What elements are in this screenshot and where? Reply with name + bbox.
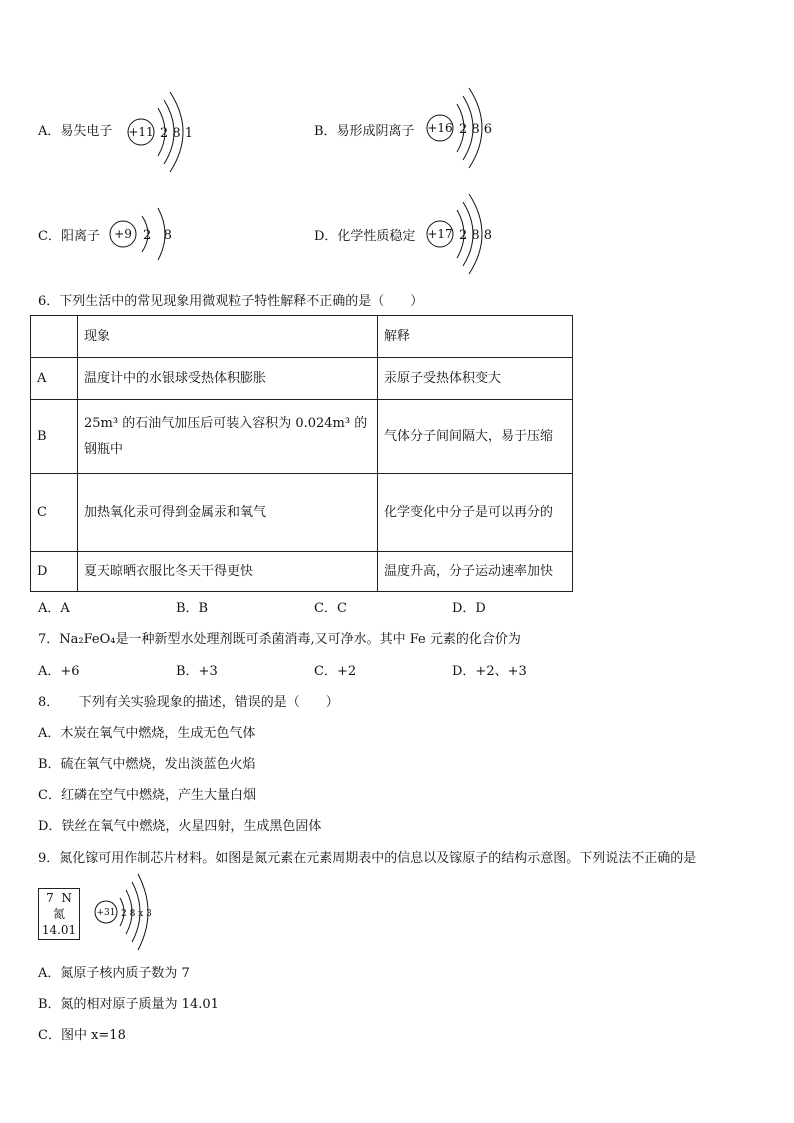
- electron-shells: 2 8 x 3: [121, 909, 152, 919]
- table-row: [31, 552, 573, 592]
- q7-option-c: C．+2: [314, 664, 357, 679]
- nucleus-charge: +17: [427, 227, 453, 241]
- q5-option-b-label: B．易形成阴离子: [314, 124, 415, 139]
- q5-option-a-label: A．易失电子: [38, 124, 113, 139]
- q9-stem: 9．氮化镓可用作制芯片材料。如图是氮元素在元素周期表中的信息以及镓原子的结构示意图。下列说法不正确的是: [38, 851, 697, 866]
- q5-option-d-label: D．化学性质稳定: [314, 229, 416, 244]
- electron-shells: 2 8: [143, 228, 172, 243]
- nucleus-charge: +31: [96, 908, 116, 918]
- q6-table: [30, 315, 573, 592]
- q7-option-a: A．+6: [38, 664, 80, 679]
- table-cell: [31, 316, 78, 358]
- table-cell: 温度升高，分子运动速率加快: [378, 552, 573, 592]
- atom-diagram-fluorine-ion: [108, 204, 178, 264]
- table-row: [31, 400, 573, 474]
- table-cell: D: [31, 552, 78, 592]
- electron-shells: 2 8 8: [459, 228, 493, 243]
- q6-option-d: D．D: [452, 601, 486, 616]
- nucleus-charge: +16: [427, 121, 453, 135]
- nucleus-charge: +9: [114, 227, 132, 241]
- q6-stem: 6．下列生活中的常见现象用微观粒子特性解释不正确的是（ ）: [38, 294, 424, 309]
- table-header-explanation: 解释: [378, 316, 573, 358]
- electron-shells: 2 8 6: [459, 122, 493, 137]
- table-cell: 汞原子受热体积变大: [378, 358, 573, 400]
- periodic-table-cell-nitrogen: [38, 888, 80, 940]
- element-mass: 14.01: [41, 923, 77, 937]
- table-cell: B: [31, 400, 78, 474]
- table-cell: 气体分子间间隔大，易于压缩: [378, 400, 573, 474]
- element-name: 氮: [52, 907, 65, 921]
- atom-diagram-sodium: [126, 86, 206, 178]
- table-cell: C: [31, 474, 78, 552]
- q9-option-a: A．氮原子核内质子数为 7: [38, 966, 190, 981]
- table-cell: 夏天晾晒衣服比冬天干得更快: [78, 552, 378, 592]
- table-cell: 化学变化中分子是可以再分的: [378, 474, 573, 552]
- q7-option-d: D．+2、+3: [452, 664, 527, 679]
- electron-shells: 2 8 1: [160, 126, 194, 141]
- table-header-phenomenon: 现象: [78, 316, 378, 358]
- q7-stem: 7．Na₂FeO₄是一种新型水处理剂既可杀菌消毒,又可净水。其中 Fe 元素的化合价为: [38, 632, 521, 647]
- q8-option-c: C．红磷在空气中燃烧，产生大量白烟: [38, 788, 256, 803]
- q7-option-b: B．+3: [176, 664, 218, 679]
- q5-option-c-label: C．阳离子: [38, 229, 100, 244]
- q8-stem: 8． 下列有关实验现象的描述，错误的是（ ）: [38, 695, 339, 710]
- q6-option-a: A．A: [38, 601, 70, 616]
- table-cell: 温度计中的水银球受热体积膨胀: [78, 358, 378, 400]
- atom-diagram-sulfur: [425, 84, 505, 176]
- table-cell: A: [31, 358, 78, 400]
- table-cell: 25m³ 的石油气加压后可装入容积为 0.024m³ 的钢瓶中: [78, 400, 378, 474]
- element-number-symbol: 7 N: [46, 891, 72, 905]
- q9-option-c: C．图中 x=18: [38, 1028, 126, 1043]
- nucleus-charge: +11: [128, 125, 154, 139]
- table-row: [31, 358, 573, 400]
- q8-option-d: D．铁丝在氧气中燃烧，火星四射，生成黑色固体: [38, 819, 322, 834]
- q8-option-a: A．木炭在氧气中燃烧，生成无色气体: [38, 726, 256, 741]
- atom-diagram-gallium: [94, 868, 164, 958]
- table-cell: 加热氧化汞可得到金属汞和氧气: [78, 474, 378, 552]
- q8-option-b: B．硫在氧气中燃烧，发出淡蓝色火焰: [38, 757, 256, 772]
- table-header-row: [31, 316, 573, 358]
- table-row: [31, 474, 573, 552]
- q9-option-b: B．氮的相对原子质量为 14.01: [38, 997, 219, 1012]
- q6-option-b: B．B: [176, 601, 209, 616]
- atom-diagram-chlorine-ion: [425, 188, 505, 280]
- q6-option-c: C．C: [314, 601, 347, 616]
